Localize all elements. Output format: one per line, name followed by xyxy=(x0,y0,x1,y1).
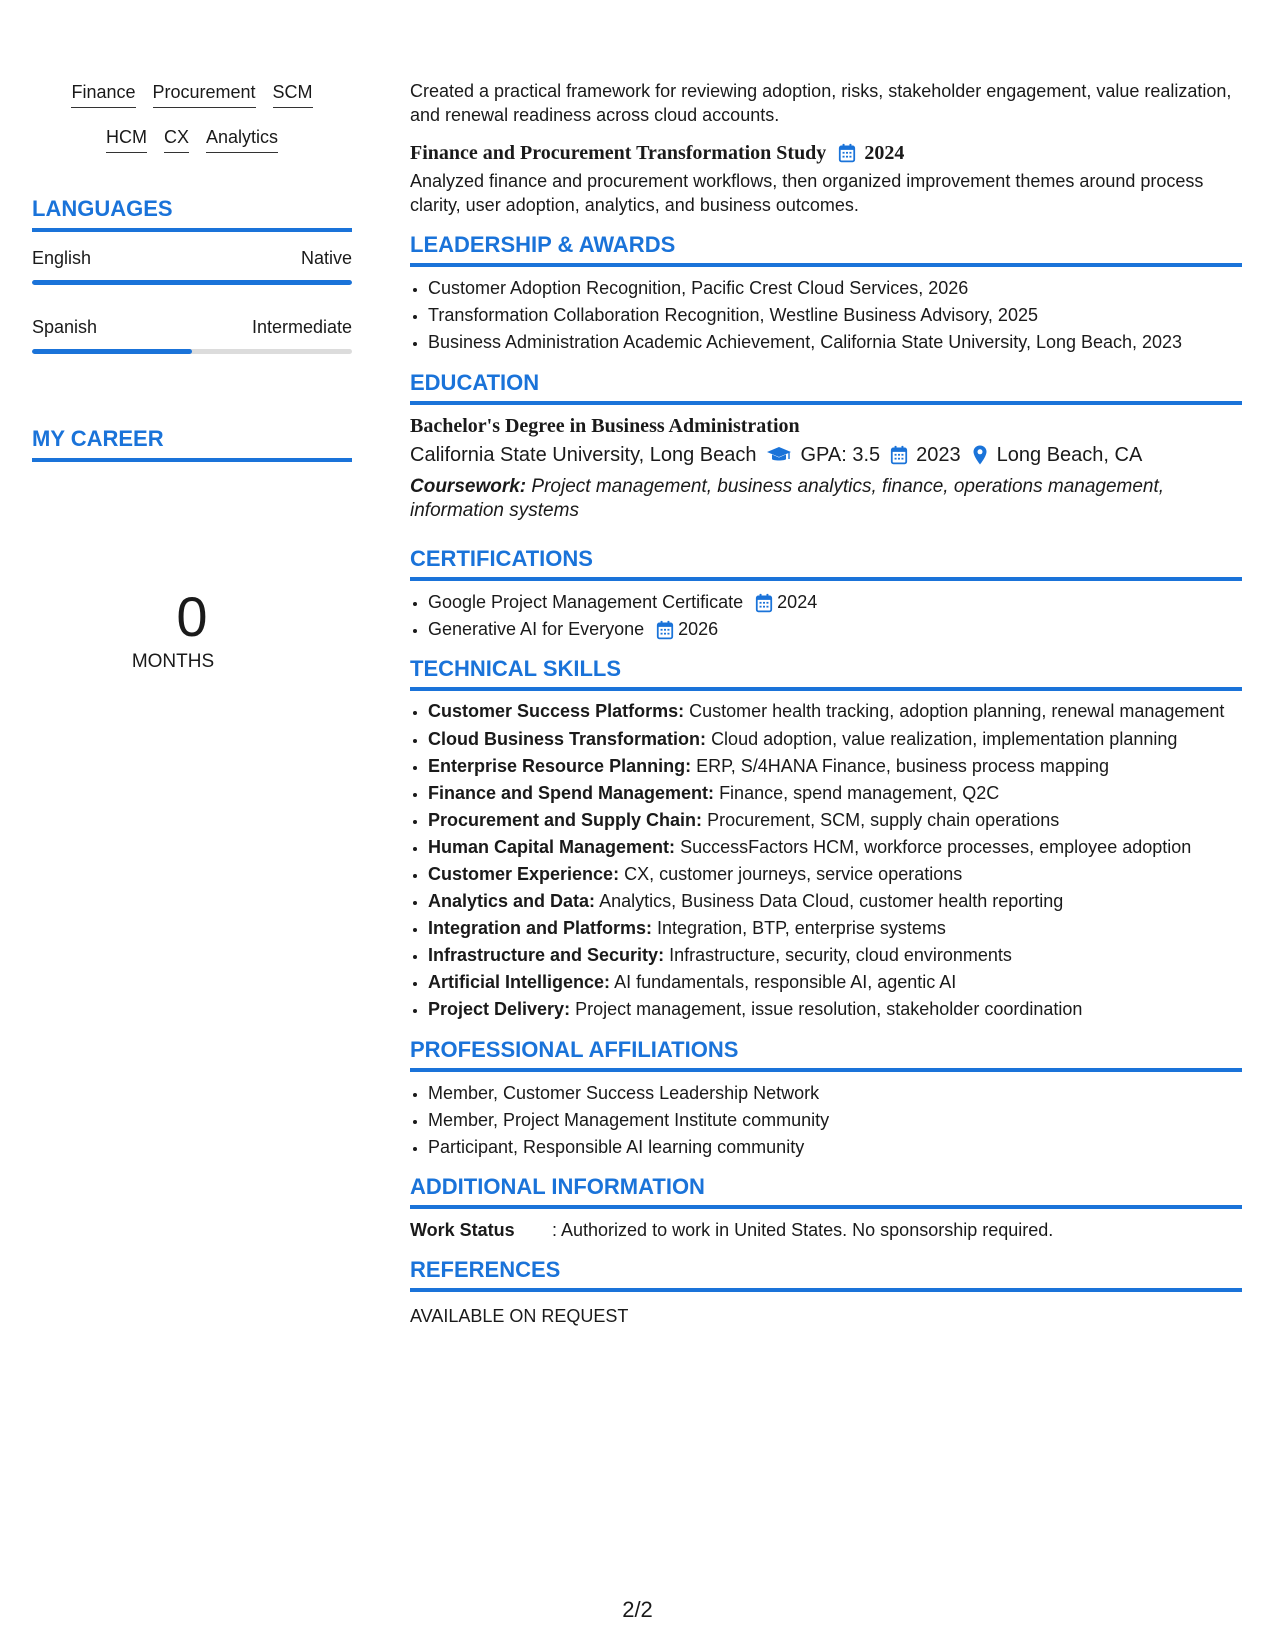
skill-tag[interactable]: CX xyxy=(164,125,189,153)
project-year: 2024 xyxy=(864,142,905,164)
skill-tag[interactable]: Procurement xyxy=(153,80,256,108)
project-entry xyxy=(410,139,1242,167)
list-item: • Member, Project Management Institute community xyxy=(428,1107,1242,1134)
calendar-icon xyxy=(890,445,908,465)
certification-year: 2026 xyxy=(678,619,719,639)
skill-values: CX, customer journeys, service operations xyxy=(624,864,963,884)
language-item xyxy=(32,315,352,354)
career-duration-value: 0 xyxy=(176,585,208,648)
skill-category: Analytics and Data: xyxy=(428,891,596,911)
career-heading: MY CAREER xyxy=(32,425,352,462)
list-item: • Member, Customer Success Leadership Network xyxy=(428,1080,1242,1107)
list-item xyxy=(428,699,1242,723)
graduation-cap-icon xyxy=(766,445,792,465)
list-item xyxy=(428,834,1242,861)
skill-category: Project Delivery: xyxy=(428,999,571,1019)
calendar-icon xyxy=(656,620,674,640)
list-item xyxy=(428,780,1242,807)
skill-values: SuccessFactors HCM, workforce processes, employee adoption xyxy=(680,837,1192,857)
right-column xyxy=(410,79,1242,1328)
page-number: 2/2 xyxy=(622,1597,653,1622)
certification-name: • Generative AI for Everyone xyxy=(428,619,645,639)
skill-category: Procurement and Supply Chain: xyxy=(428,810,703,830)
leadership-heading: LEADERSHIP & AWARDS xyxy=(410,231,1242,267)
references-heading: REFERENCES xyxy=(410,1256,1242,1292)
skill-category: Cloud Business Transformation: xyxy=(428,729,707,749)
language-proficiency-fill xyxy=(32,280,352,285)
list-item xyxy=(428,616,1242,643)
language-name: Spanish xyxy=(32,317,98,337)
left-column xyxy=(32,80,352,674)
degree-title: Bachelor's Degree in Business Administration xyxy=(410,415,800,437)
skill-values: AI fundamentals, responsible AI, agentic AI xyxy=(614,972,957,992)
gpa: GPA: 3.5 xyxy=(800,444,881,466)
skill-category: Infrastructure and Security: xyxy=(428,945,665,965)
work-status-row xyxy=(410,1218,1242,1242)
certification-year: 2024 xyxy=(777,592,818,612)
coursework-label: Coursework: xyxy=(410,476,527,497)
language-level: Native xyxy=(300,248,352,268)
skill-category: Finance and Spend Management: xyxy=(428,783,715,803)
project-title: Finance and Procurement Transformation Study xyxy=(410,142,827,164)
certification-name: • Google Project Management Certificate xyxy=(428,592,744,612)
project-description: Created a practical framework for reviewing adoption, risks, stakeholder engagement, value realization, and renewal readiness across cloud accounts. xyxy=(410,81,1232,125)
leadership-list xyxy=(410,275,1242,356)
list-item xyxy=(428,969,1242,996)
skill-values: Finance, spend management, Q2C xyxy=(719,783,1000,803)
coursework-text: Project management, business analytics, finance, operations management, information systems xyxy=(410,476,1165,521)
language-level: Intermediate xyxy=(251,317,352,337)
skill-category: Customer Experience: xyxy=(428,864,620,884)
work-status-label: Work Status xyxy=(410,1220,515,1240)
list-item xyxy=(428,888,1242,915)
list-item xyxy=(428,942,1242,969)
career-duration-unit: MONTHS xyxy=(131,651,215,672)
technical-skills-list xyxy=(410,699,1242,1023)
list-item xyxy=(428,726,1242,753)
certifications-list xyxy=(410,589,1242,643)
skill-category: Human Capital Management: xyxy=(428,837,676,857)
skill-tags-row-1 xyxy=(32,80,352,108)
list-item: • Participant, Responsible AI learning community xyxy=(428,1134,1242,1161)
skill-tags-row-2 xyxy=(32,125,352,153)
skill-tag[interactable]: HCM xyxy=(106,125,147,153)
language-proficiency-bar xyxy=(32,280,352,285)
languages-heading: LANGUAGES xyxy=(32,195,352,232)
language-proficiency-fill xyxy=(32,349,192,354)
additional-info-heading: ADDITIONAL INFORMATION xyxy=(410,1173,1242,1209)
project-description: Analyzed finance and procurement workflows, then organized improvement themes around process clarity, user adoption, analytics, and business outcomes. xyxy=(410,171,1204,215)
education-details xyxy=(410,440,1242,470)
language-name: English xyxy=(32,248,92,268)
skill-category: Enterprise Resource Planning: xyxy=(428,756,692,776)
list-item xyxy=(428,589,1242,616)
affiliations-list xyxy=(410,1080,1242,1161)
list-item xyxy=(428,753,1242,780)
skill-values: Analytics, Business Data Cloud, customer health reporting xyxy=(599,891,1064,911)
skill-tag[interactable]: Analytics xyxy=(206,125,278,153)
affiliations-heading: PROFESSIONAL AFFILIATIONS xyxy=(410,1036,1242,1072)
list-item: • Business Administration Academic Achievement, California State University, Long Beach, 2023 xyxy=(428,329,1242,356)
school-location: Long Beach, CA xyxy=(996,444,1143,466)
list-item: • Transformation Collaboration Recognition, Westline Business Advisory, 2025 xyxy=(428,302,1242,329)
list-item xyxy=(428,861,1242,888)
calendar-icon xyxy=(838,143,856,163)
skill-values: Customer health tracking, adoption planning, renewal management xyxy=(689,701,1225,721)
education-heading: EDUCATION xyxy=(410,369,1242,405)
language-proficiency-bar xyxy=(32,349,352,354)
skill-values: Infrastructure, security, cloud environments xyxy=(669,945,1012,965)
skill-values: Cloud adoption, value realization, implementation planning xyxy=(711,729,1178,749)
list-item xyxy=(428,807,1242,834)
references-text: AVAILABLE ON REQUEST xyxy=(410,1306,629,1326)
calendar-icon xyxy=(755,593,773,613)
skill-category: Integration and Platforms: xyxy=(428,918,653,938)
list-item: • Customer Adoption Recognition, Pacific Crest Cloud Services, 2026 xyxy=(428,275,1242,302)
skill-values: ERP, S/4HANA Finance, business process mapping xyxy=(696,756,1109,776)
list-item xyxy=(428,996,1242,1023)
skill-category: Customer Success Platforms: xyxy=(428,701,685,721)
skill-values: Project management, issue resolution, stakeholder coordination xyxy=(575,999,1083,1019)
skill-values: Procurement, SCM, supply chain operations xyxy=(707,810,1060,830)
map-pin-icon xyxy=(971,445,989,465)
coursework xyxy=(410,475,1242,523)
skill-tag[interactable]: SCM xyxy=(273,80,313,108)
certifications-heading: CERTIFICATIONS xyxy=(410,545,1242,581)
skill-category: Artificial Intelligence: xyxy=(428,972,611,992)
list-item xyxy=(428,915,1242,942)
graduation-year: 2023 xyxy=(916,444,961,466)
technical-skills-heading: TECHNICAL SKILLS xyxy=(410,655,1242,691)
skill-tag[interactable]: Finance xyxy=(71,80,135,108)
language-item xyxy=(32,246,352,285)
work-status-value: : Authorized to work in United States. No sponsorship required. xyxy=(552,1220,1054,1240)
skill-values: Integration, BTP, enterprise systems xyxy=(657,918,946,938)
school-name: California State University, Long Beach xyxy=(410,444,757,466)
